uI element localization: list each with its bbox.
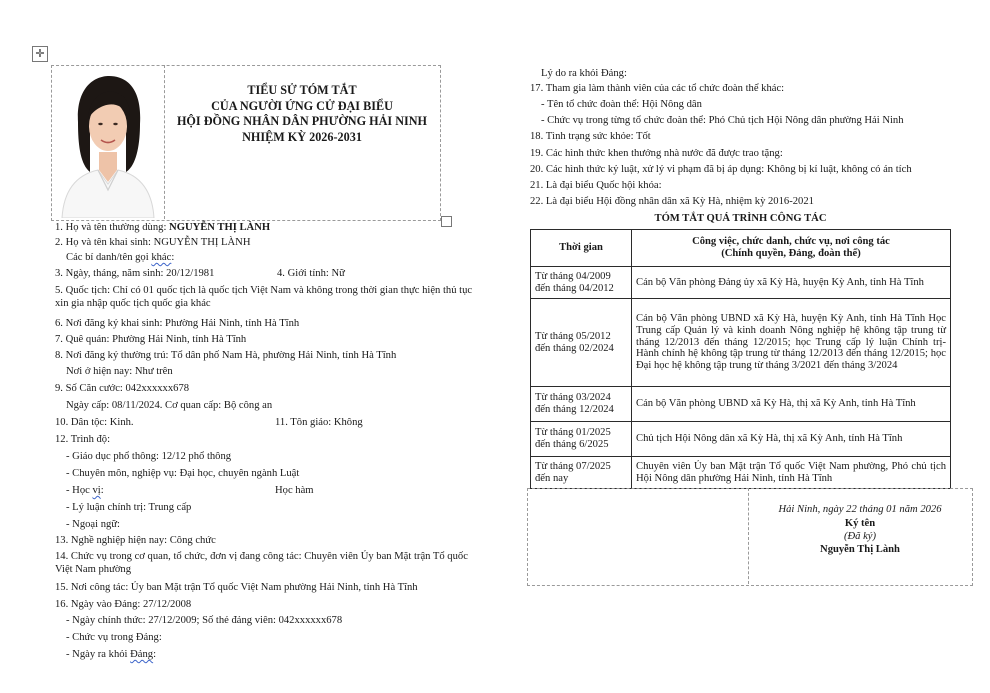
period-cell [531, 422, 632, 457]
title-line-2: CỦA NGƯỜI ỨNG CỬ ĐẠI BIỂU [211, 98, 393, 113]
description-cell: Cán bộ Văn phòng Đảng ủy xã Kỳ Hà, huyện Kỳ Anh, tỉnh Hà Tĩnh [632, 267, 951, 299]
item-12-foreign-language: - Ngoại ngữ: [66, 519, 120, 530]
place-and-date: Hải Ninh, ngày 22 tháng 01 năm 2026 [778, 504, 942, 515]
period-from: Từ tháng 04/2009 [535, 270, 611, 282]
item-1-common-name [55, 221, 270, 234]
item-8-current-address: Nơi ở hiện nay: Như trên [66, 366, 173, 377]
degree-colon: : [100, 485, 104, 496]
table-row [531, 457, 951, 489]
item-16-party-exit-date [66, 648, 156, 661]
candidate-name: NGUYỄN THỊ LÀNH [169, 222, 271, 233]
party-exit-colon: : [153, 649, 157, 660]
degree-word: vị [92, 485, 101, 496]
item-16-party-join-date: 16. Ngày vào Đảng: 27/12/2008 [55, 599, 192, 610]
aliases-word: khác [151, 252, 172, 263]
col-header-period: Thời gian [531, 230, 632, 267]
period-to: đến nay [535, 472, 569, 484]
title-line-4: NHIỆM KỲ 2026-2031 [242, 129, 362, 144]
period-to: đến tháng 12/2024 [535, 404, 614, 415]
portrait-photo [52, 66, 163, 218]
period-to: đến tháng 02/2024 [535, 342, 614, 354]
item-7-hometown: 7. Quê quán: Phường Hải Ninh, tỉnh Hà Tĩnh [55, 334, 247, 345]
item-12-education: 12. Trình độ: [55, 434, 111, 445]
period-from: Từ tháng 05/2012 [535, 330, 611, 342]
description-cell: Chủ tịch Hội Nông dân xã Kỳ Hà, thị xã Kỳ Anh, tỉnh Hà Tĩnh [632, 422, 951, 457]
signed-note: (Đã ký) [843, 531, 877, 542]
item-21-national-assembly: 21. Là đại biểu Quốc hội khóa: [530, 180, 662, 191]
item-11-religion: 11. Tôn giáo: Không [275, 417, 363, 428]
period-to: đến tháng 6/2025 [535, 439, 609, 450]
item-8-residence: 8. Nơi đăng ký thường trú: Tổ dân phố Nam Hà, phường Hải Ninh, tỉnh Hà Tĩnh [55, 350, 397, 361]
description-cell: Chuyên viên Ủy ban Mặt trận Tổ quốc Việt Nam phường, Phó chủ tịch Hội Nông dân phường Hải Ninh, tỉnh Hà Tĩnh [632, 457, 951, 489]
table-row [531, 422, 951, 457]
col-header-description [632, 230, 951, 267]
work-history-table [530, 229, 951, 489]
work-history-title: TÓM TẮT QUÁ TRÌNH CÔNG TÁC [654, 213, 827, 224]
item-12-general-education: - Giáo dục phổ thông: 12/12 phổ thông [66, 451, 232, 462]
item-14-position: 14. Chức vụ trong cơ quan, tổ chức, đơn vị đang công tác: Chuyên viên Ủy ban Mặt trận Tổ quốc Việt Nam phường [55, 551, 468, 575]
period-from: Từ tháng 07/2025 [535, 460, 611, 472]
item-12-degree [66, 484, 104, 497]
item-4-gender: 4. Giới tính: Nữ [277, 268, 345, 279]
item-13-occupation: 13. Nghề nghiệp hiện nay: Công chức [55, 535, 216, 546]
signer-name: Nguyễn Thị Lành [820, 544, 900, 555]
item-3-birth-date: 3. Ngày, tháng, năm sinh: 20/12/1981 [55, 268, 215, 279]
item-10-ethnicity: 10. Dân tộc: Kinh. [55, 417, 134, 428]
item-20-discipline: 20. Các hình thức kỷ luật, xử lý vi phạm đã bị áp dụng: Không bị kỉ luật, không có án tích [530, 164, 912, 175]
item-17-organizations: 17. Tham gia làm thành viên của các tổ chức đoàn thể khác: [530, 83, 785, 94]
item-16-official-date: - Ngày chính thức: 27/12/2009; Số thẻ đảng viên: 042xxxxxx678 [66, 615, 343, 626]
item-16-party-position: - Chức vụ trong Đảng: [66, 632, 162, 643]
table-header-row [531, 230, 951, 267]
period-from: Từ tháng 01/2025 [535, 427, 611, 439]
period-cell [531, 387, 632, 422]
col-header-desc-line1: Công việc, chức danh, chức vụ, nơi công tác [692, 236, 890, 248]
item-1-label: 1. Họ và tên thường dùng: [55, 222, 170, 233]
item-18-health: 18. Tình trạng sức khỏe: Tốt [530, 131, 651, 142]
col-header-desc-line2: (Chính quyền, Đảng, đoàn thể) [721, 248, 861, 259]
item-9-issue-info: Ngày cấp: 08/11/2024. Cơ quan cấp: Bộ công an [66, 400, 273, 411]
table-row [531, 387, 951, 422]
item-12-academic-title: Học hàm [275, 485, 314, 496]
title-line-1: TIỂU SỬ TÓM TẮT [247, 83, 357, 97]
aliases-colon: : [171, 252, 175, 263]
description-cell: Cán bộ Văn phòng UBND xã Kỳ Hà, thị xã Kỳ Anh, tỉnh Hà Tĩnh [632, 387, 951, 422]
item-17-org-name: - Tên tổ chức đoàn thể: Hội Nông dân [541, 99, 702, 110]
signature-divider [748, 488, 749, 584]
table-row [531, 299, 951, 387]
item-9-id-number: 9. Số Căn cước: 042xxxxxx678 [55, 383, 190, 394]
item-15-workplace: 15. Nơi công tác: Ủy ban Mặt trận Tổ quốc Việt Nam phường Hải Ninh, tỉnh Hà Tĩnh [55, 582, 418, 593]
header-divider [164, 65, 165, 219]
table-move-handle[interactable]: ✛ [32, 46, 48, 62]
item-19-awards: 19. Các hình thức khen thưởng nhà nước đã được trao tặng: [530, 148, 783, 159]
description-cell: Cán bộ Văn phòng UBND xã Kỳ Hà, huyện Kỳ Anh, tỉnh Hà Tĩnh Học Trung cấp Quản lý và kinh doanh Nông nghiệp hệ không tập trung từ tháng 12/2013 đến tháng 12/2015; học Trung cấp lý luận Chính trị- Hành chính hệ không tập trung từ tháng 12/2013 đến tháng 12/2015; học Đại học hệ không tập trung từ tháng 3/2021 đến tháng 3/2024 [632, 299, 951, 387]
aliases-label: Các bí danh/tên gọi [66, 252, 152, 263]
document-title [166, 83, 438, 145]
item-22-council-member: 22. Là đại biểu Hội đồng nhân dân xã Kỳ Hà, nhiệm kỳ 2016-2021 [530, 196, 814, 207]
period-cell [531, 299, 632, 387]
period-cell [531, 457, 632, 489]
table-row [531, 267, 951, 299]
item-5-nationality: 5. Quốc tịch: Chỉ có 01 quốc tịch là quốc tịch Việt Nam và không trong thời gian thực hiện thủ tục xin gia nhập quốc tịch quốc gia khác [55, 285, 473, 309]
item-17-org-position: - Chức vụ trong từng tổ chức đoàn thể: Phó Chủ tịch Hội Nông dân phường Hải Ninh [541, 115, 904, 126]
item-12-specialization: - Chuyên môn, nghiệp vụ: Đại học, chuyên ngành Luật [66, 468, 300, 479]
table-resize-handle[interactable] [441, 216, 452, 227]
degree-label: - Học [66, 485, 93, 496]
item-6-birth-registration: 6. Nơi đăng ký khai sinh: Phường Hải Ninh, tỉnh Hà Tĩnh [55, 318, 300, 329]
item-12-political-theory: - Lý luận chính trị: Trung cấp [66, 502, 192, 513]
party-exit-reason: Lý do ra khỏi Đảng: [541, 68, 627, 79]
period-to: đến tháng 04/2012 [535, 282, 614, 294]
party-exit-label: - Ngày ra khỏi [66, 649, 131, 660]
period-from: Từ tháng 03/2024 [535, 392, 611, 404]
item-2-aliases [66, 251, 174, 264]
party-exit-word: Đảng [130, 649, 154, 660]
title-line-3: HỘI ĐỒNG NHÂN DÂN PHƯỜNG HẢI NINH [176, 114, 428, 128]
period-cell [531, 267, 632, 299]
item-2-birth-name: 2. Họ và tên khai sinh: NGUYỄN THỊ LÀNH [55, 237, 251, 248]
sign-label: Ký tên [844, 518, 876, 529]
